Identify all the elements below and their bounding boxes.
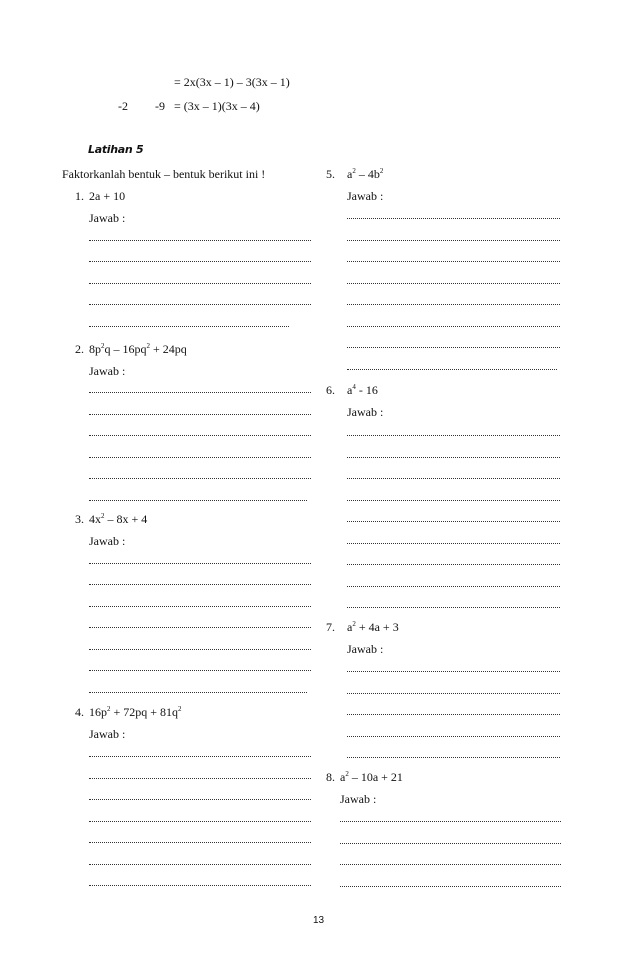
answer-line[interactable] [89,627,311,628]
problem-7-expression: $a^2 + 4a + 3$ [347,620,399,634]
problem-1-expression: 2a + 10 [89,189,126,203]
answer-line[interactable] [89,799,311,800]
answer-line[interactable] [347,693,560,694]
answer-line[interactable] [347,714,560,715]
problem-5-answer-label: Jawab : [347,189,384,203]
answer-line[interactable] [347,304,560,305]
answer-line[interactable] [347,218,560,219]
page-number: 13 [313,915,325,926]
answer-line[interactable] [347,500,560,501]
answer-line[interactable] [89,563,311,564]
answer-line[interactable] [347,607,560,608]
problem-7-answer-label: Jawab : [347,642,384,656]
answer-line[interactable] [89,842,311,843]
answer-line[interactable] [89,457,311,458]
problem-2-number: 2. [75,342,84,356]
answer-line[interactable] [347,564,560,565]
problem-3-expression: $4x^2 - 8x + 4$ [89,512,148,526]
answer-line[interactable] [89,606,311,607]
step-2-right-factor: -9 [155,99,165,113]
problem-4-number: 4. [75,705,84,719]
answer-line[interactable] [89,261,311,262]
problem-6-expression: $a^4 - 16$ [347,383,378,397]
problem-3-number: 3. [75,512,84,526]
problem-4-expression: $16p^2 + 72pq + 81q^2$ [89,705,182,719]
problem-2-expression: $8p^2q - 16pq^2 + 24pq$ [89,342,187,356]
answer-line[interactable] [89,500,307,501]
answer-line[interactable] [347,435,560,436]
answer-line[interactable] [340,864,561,865]
problem-3-answer-label: Jawab : [89,534,126,548]
answer-line[interactable] [89,414,311,415]
answer-line[interactable] [89,584,311,585]
answer-line[interactable] [89,435,311,436]
answer-line[interactable] [347,240,560,241]
problem-1-number: 1. [75,189,84,203]
answer-line[interactable] [89,283,311,284]
problem-2-answer-label: Jawab : [89,364,126,378]
step-2-expression: = (3x – 1)(3x – 4) [174,99,260,113]
answer-line[interactable] [340,843,561,844]
step-2-left-factor: -2 [118,99,128,113]
answer-line[interactable] [89,692,307,693]
answer-line[interactable] [89,864,311,865]
problem-5-number: 5. [326,167,335,181]
problem-8-answer-label: Jawab : [340,792,377,806]
answer-line[interactable] [89,304,311,305]
problem-6-answer-label: Jawab : [347,405,384,419]
section-title: Latihan 5 [88,143,144,156]
answer-line[interactable] [347,283,560,284]
problem-1-answer-label: Jawab : [89,211,126,225]
problem-8-expression: $a^2 - 10a + 21$ [340,770,403,784]
answer-line[interactable] [347,586,560,587]
step-1-expression: = 2x(3x – 1) – 3(3x – 1) [174,75,290,89]
answer-line[interactable] [340,886,561,887]
answer-line[interactable] [347,369,557,370]
problem-5-expression: $a^2 - 4b^2$ [347,167,384,181]
answer-line[interactable] [89,392,311,393]
instruction-text: Faktorkanlah bentuk – bentuk berikut ini ! [62,167,266,181]
answer-line[interactable] [89,821,311,822]
answer-line[interactable] [347,261,560,262]
answer-line[interactable] [89,778,311,779]
problem-6-number: 6. [326,383,335,397]
answer-line[interactable] [347,671,560,672]
answer-line[interactable] [347,521,560,522]
answer-line[interactable] [89,885,311,886]
answer-line[interactable] [340,821,561,822]
answer-line[interactable] [347,457,560,458]
answer-line[interactable] [89,756,311,757]
problem-7-number: 7. [326,620,335,634]
problem-4-answer-label: Jawab : [89,727,126,741]
answer-line[interactable] [347,543,560,544]
answer-line[interactable] [89,478,311,479]
answer-line[interactable] [89,670,311,671]
answer-line[interactable] [89,240,311,241]
answer-line[interactable] [347,347,560,348]
problem-8-number: 8. [326,770,335,784]
answer-line[interactable] [347,478,560,479]
answer-line[interactable] [347,736,560,737]
answer-line[interactable] [347,757,560,758]
answer-line[interactable] [347,326,560,327]
answer-line[interactable] [89,326,289,327]
answer-line[interactable] [89,649,311,650]
